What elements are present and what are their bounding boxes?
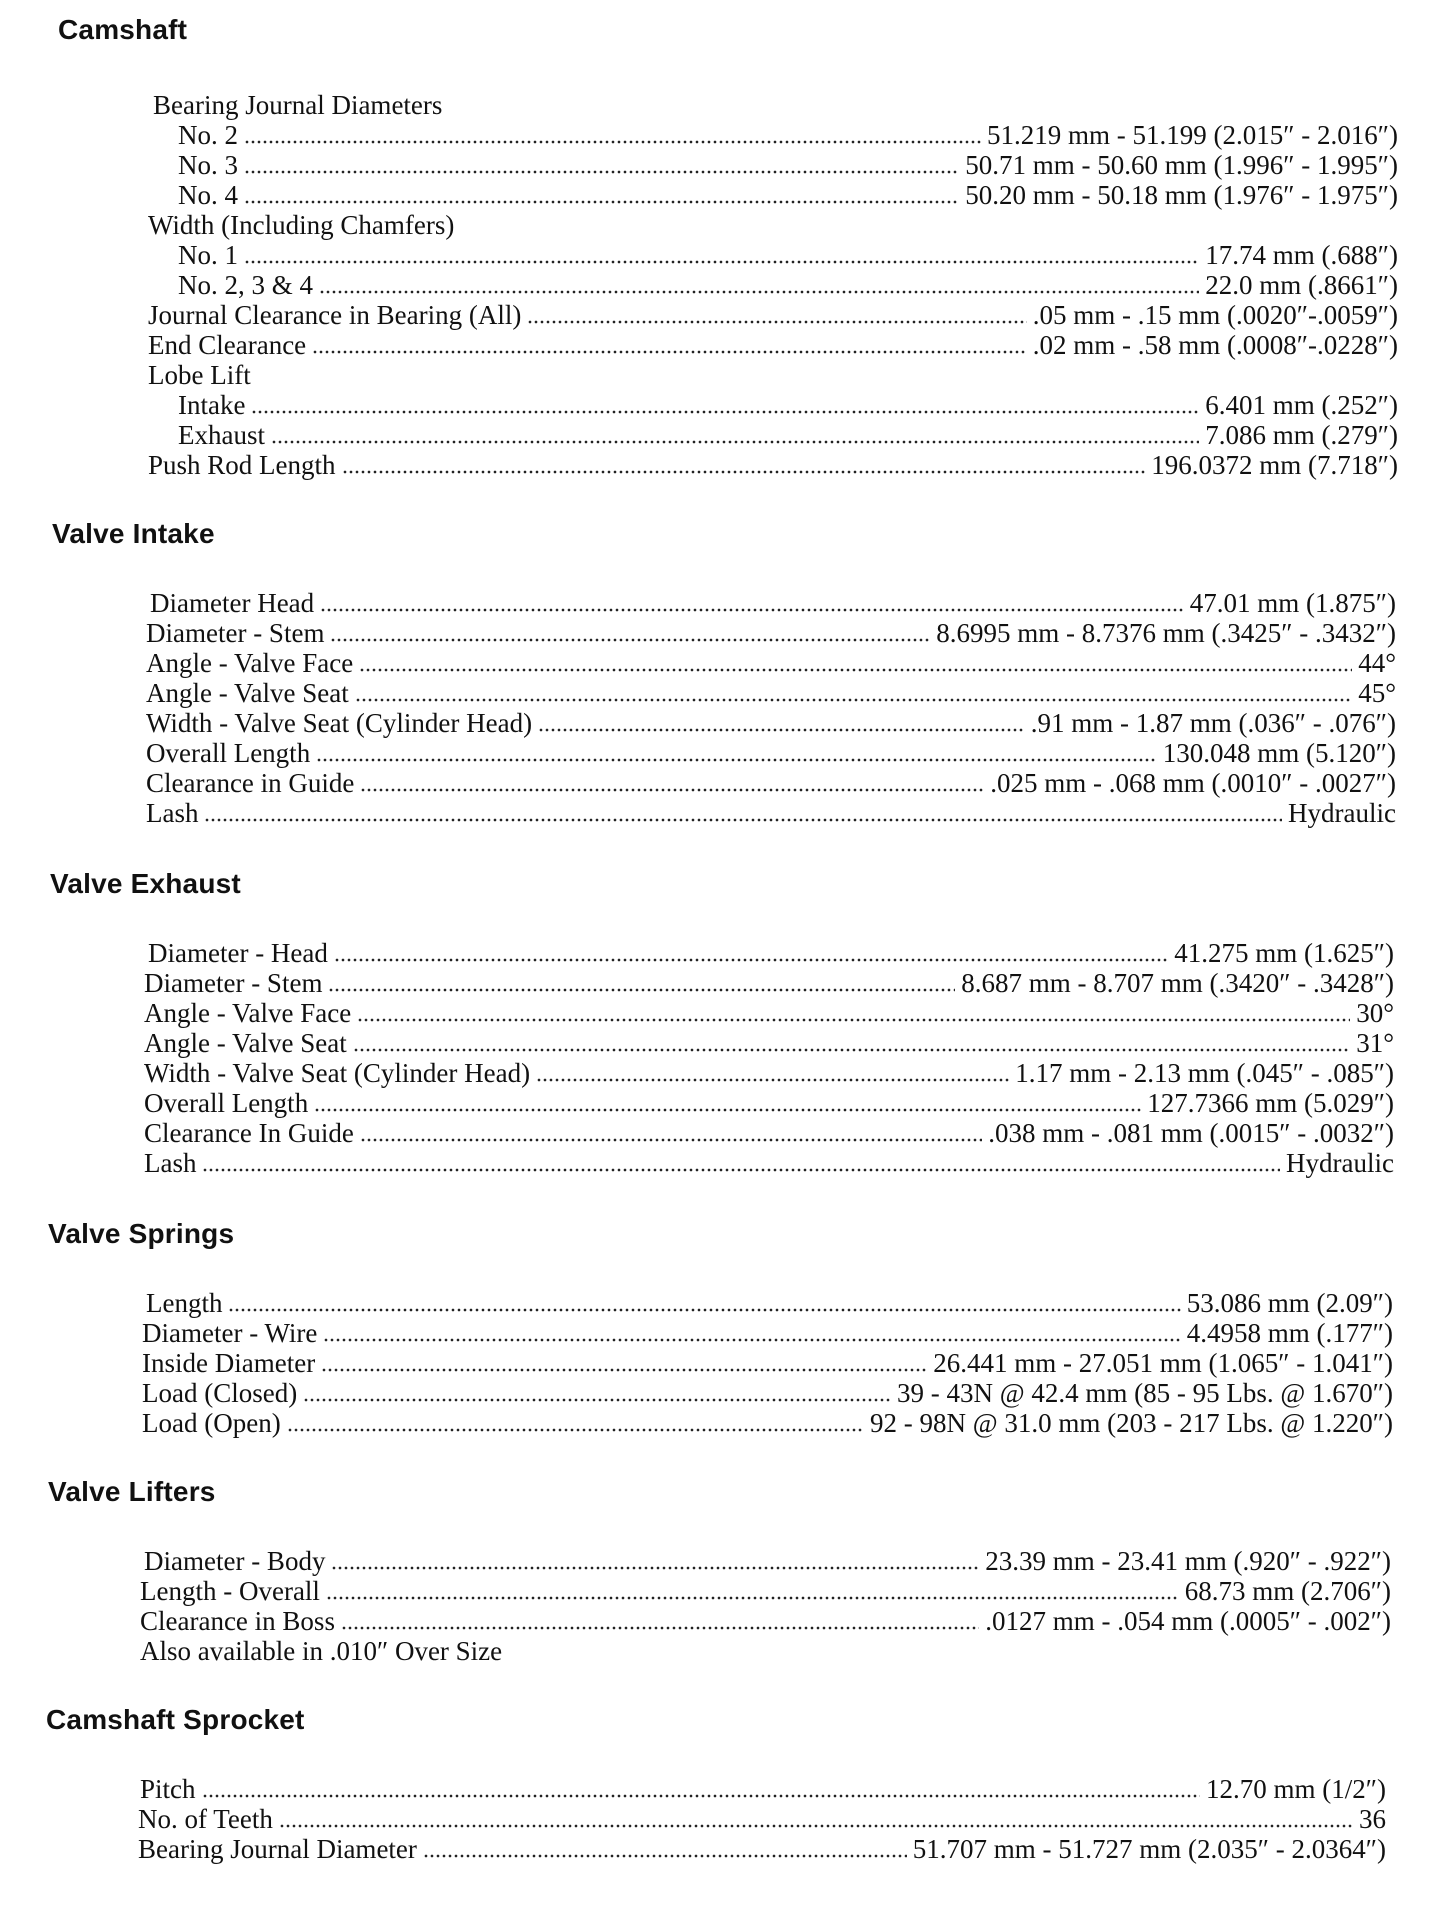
spec-row [146, 1288, 1393, 1318]
section-heading: Valve Intake [52, 518, 215, 549]
spec-value: 196.0372 mm (7.718″) [1151, 450, 1398, 480]
spec-value: .05 mm - .15 mm (.0020″-.0059″) [1032, 300, 1398, 330]
spec-row [178, 120, 1398, 150]
spec-row [142, 1348, 1393, 1378]
section-heading: Valve Lifters [48, 1476, 216, 1507]
spec-value: 1.17 mm - 2.13 mm (.045″ - .085″) [1015, 1058, 1394, 1088]
spec-label: No. 1 [178, 240, 238, 270]
spec-label: Journal Clearance in Bearing (All) [148, 300, 522, 330]
spec-label: Width (Including Chamfers) [148, 210, 455, 240]
spec-row [146, 618, 1396, 648]
spec-row [142, 1408, 1393, 1438]
spec-row [140, 1606, 1391, 1636]
spec-value: 45° [1358, 678, 1396, 708]
spec-label: End Clearance [148, 330, 307, 360]
spec-list [0, 588, 1456, 828]
spec-value: 51.707 mm - 51.727 mm (2.035″ - 2.0364″) [912, 1834, 1386, 1864]
spec-value: .0127 mm - .054 mm (.0005″ - .002″) [985, 1606, 1391, 1636]
spec-list [0, 1774, 1456, 1864]
spec-label: No. 2 [178, 120, 238, 150]
spec-row [148, 210, 1398, 240]
spec-label: Lobe Lift [148, 360, 251, 390]
spec-label: No. 4 [178, 180, 238, 210]
spec-row [146, 798, 1396, 828]
spec-row [144, 1118, 1394, 1148]
spec-value: 127.7366 mm (5.029″) [1147, 1088, 1394, 1118]
spec-row [178, 420, 1398, 450]
spec-row [178, 390, 1398, 420]
spec-value: 23.39 mm - 23.41 mm (.920″ - .922″) [985, 1546, 1391, 1576]
spec-value: .025 mm - .068 mm (.0010″ - .0027″) [990, 768, 1396, 798]
spec-value: 39 - 43N @ 42.4 mm (85 - 95 Lbs. @ 1.670″) [897, 1378, 1393, 1408]
spec-value: 8.687 mm - 8.707 mm (.3420″ - .3428″) [961, 968, 1394, 998]
section-heading: Valve Springs [48, 1218, 235, 1249]
spec-value: 17.74 mm (.688″) [1205, 240, 1398, 270]
spec-row [144, 968, 1394, 998]
spec-row [148, 330, 1398, 360]
spec-row [138, 1834, 1386, 1864]
spec-label: No. 2, 3 & 4 [178, 270, 313, 300]
spec-row [142, 1378, 1393, 1408]
spec-value: 31° [1356, 1028, 1394, 1058]
spec-label: Also available in .010″ Over Size [140, 1636, 503, 1666]
spec-label: Length [146, 1288, 223, 1318]
spec-row [148, 450, 1398, 480]
spec-value: 47.01 mm (1.875″) [1189, 588, 1396, 618]
spec-label: Diameter - Stem [146, 618, 325, 648]
spec-row [142, 1318, 1393, 1348]
spec-row [144, 1058, 1394, 1088]
spec-list [0, 938, 1456, 1178]
spec-value: 92 - 98N @ 31.0 mm (203 - 217 Lbs. @ 1.220″) [870, 1408, 1393, 1438]
spec-value: 4.4958 mm (.177″) [1186, 1318, 1393, 1348]
spec-value: 41.275 mm (1.625″) [1174, 938, 1394, 968]
spec-row [144, 998, 1394, 1028]
spec-value: 7.086 mm (.279″) [1205, 420, 1398, 450]
spec-row [146, 708, 1396, 738]
spec-label: Angle - Valve Face [146, 648, 354, 678]
spec-value: 30° [1356, 998, 1394, 1028]
spec-value: 130.048 mm (5.120″) [1162, 738, 1396, 768]
spec-value: 51.219 mm - 51.199 (2.015″ - 2.016″) [987, 120, 1398, 150]
spec-label: Pitch [140, 1774, 196, 1804]
spec-value: 8.6995 mm - 8.7376 mm (.3425″ - .3432″) [936, 618, 1396, 648]
spec-value: 36 [1359, 1804, 1386, 1834]
spec-row [178, 240, 1398, 270]
spec-row [148, 938, 1394, 968]
spec-row [146, 678, 1396, 708]
spec-label: Push Rod Length [148, 450, 336, 480]
spec-label: Angle - Valve Seat [146, 678, 349, 708]
spec-label: No. 3 [178, 150, 238, 180]
spec-label: Bearing Journal Diameter [138, 1834, 417, 1864]
spec-label: Bearing Journal Diameters [153, 90, 443, 120]
spec-row [150, 588, 1396, 618]
spec-list [0, 1546, 1456, 1666]
section-heading: Valve Exhaust [50, 868, 241, 899]
spec-value: 6.401 mm (.252″) [1205, 390, 1398, 420]
spec-label: Width - Valve Seat (Cylinder Head) [144, 1058, 531, 1088]
spec-label: Diameter - Wire [142, 1318, 318, 1348]
spec-label: Length - Overall [140, 1576, 320, 1606]
spec-label: Diameter - Head [148, 938, 328, 968]
spec-label: No. of Teeth [138, 1804, 273, 1834]
spec-label: Width - Valve Seat (Cylinder Head) [146, 708, 533, 738]
spec-label: Overall Length [144, 1088, 309, 1118]
spec-label: Angle - Valve Seat [144, 1028, 347, 1058]
spec-value: 50.71 mm - 50.60 mm (1.996″ - 1.995″) [965, 150, 1398, 180]
spec-row [178, 270, 1398, 300]
spec-value: 53.086 mm (2.09″) [1186, 1288, 1393, 1318]
spec-row [144, 1088, 1394, 1118]
spec-row [153, 90, 1398, 120]
spec-value: 44° [1358, 648, 1396, 678]
spec-value: .91 mm - 1.87 mm (.036″ - .076″) [1030, 708, 1396, 738]
spec-value: .038 mm - .081 mm (.0015″ - .0032″) [988, 1118, 1394, 1148]
spec-row [140, 1576, 1391, 1606]
spec-row [178, 180, 1398, 210]
spec-label: Lash [146, 798, 199, 828]
spec-row [146, 738, 1396, 768]
spec-row [144, 1028, 1394, 1058]
spec-value: Hydraulic [1288, 798, 1396, 828]
spec-value: 22.0 mm (.8661″) [1205, 270, 1398, 300]
spec-row [140, 1636, 1391, 1666]
spec-label: Clearance In Guide [144, 1118, 354, 1148]
spec-label: Diameter - Stem [144, 968, 323, 998]
spec-label: Lash [144, 1148, 197, 1178]
spec-label: Clearance in Guide [146, 768, 355, 798]
section-heading: Camshaft [58, 14, 188, 45]
spec-value: 12.70 mm (1/2″) [1206, 1774, 1386, 1804]
spec-list [0, 1288, 1456, 1438]
spec-row [144, 1148, 1394, 1178]
spec-row [138, 1804, 1386, 1834]
spec-row [148, 360, 1398, 390]
spec-label: Overall Length [146, 738, 311, 768]
spec-value: Hydraulic [1286, 1148, 1394, 1178]
spec-row [178, 150, 1398, 180]
spec-label: Load (Closed) [142, 1378, 298, 1408]
spec-list [0, 90, 1456, 480]
spec-label: Diameter Head [150, 588, 315, 618]
spec-value: 26.441 mm - 27.051 mm (1.065″ - 1.041″) [933, 1348, 1393, 1378]
spec-row [148, 300, 1398, 330]
spec-label: Clearance in Boss [140, 1606, 335, 1636]
spec-label: Intake [178, 390, 246, 420]
spec-value: 50.20 mm - 50.18 mm (1.976″ - 1.975″) [965, 180, 1398, 210]
spec-value: 68.73 mm (2.706″) [1184, 1576, 1391, 1606]
spec-label: Load (Open) [142, 1408, 281, 1438]
spec-label: Exhaust [178, 420, 265, 450]
spec-label: Inside Diameter [142, 1348, 316, 1378]
section-heading: Camshaft Sprocket [46, 1704, 305, 1735]
spec-row [146, 768, 1396, 798]
spec-row [140, 1774, 1386, 1804]
spec-value: .02 mm - .58 mm (.0008″-.0228″) [1032, 330, 1398, 360]
spec-row [144, 1546, 1391, 1576]
spec-label: Diameter - Body [144, 1546, 326, 1576]
spec-row [146, 648, 1396, 678]
spec-label: Angle - Valve Face [144, 998, 352, 1028]
